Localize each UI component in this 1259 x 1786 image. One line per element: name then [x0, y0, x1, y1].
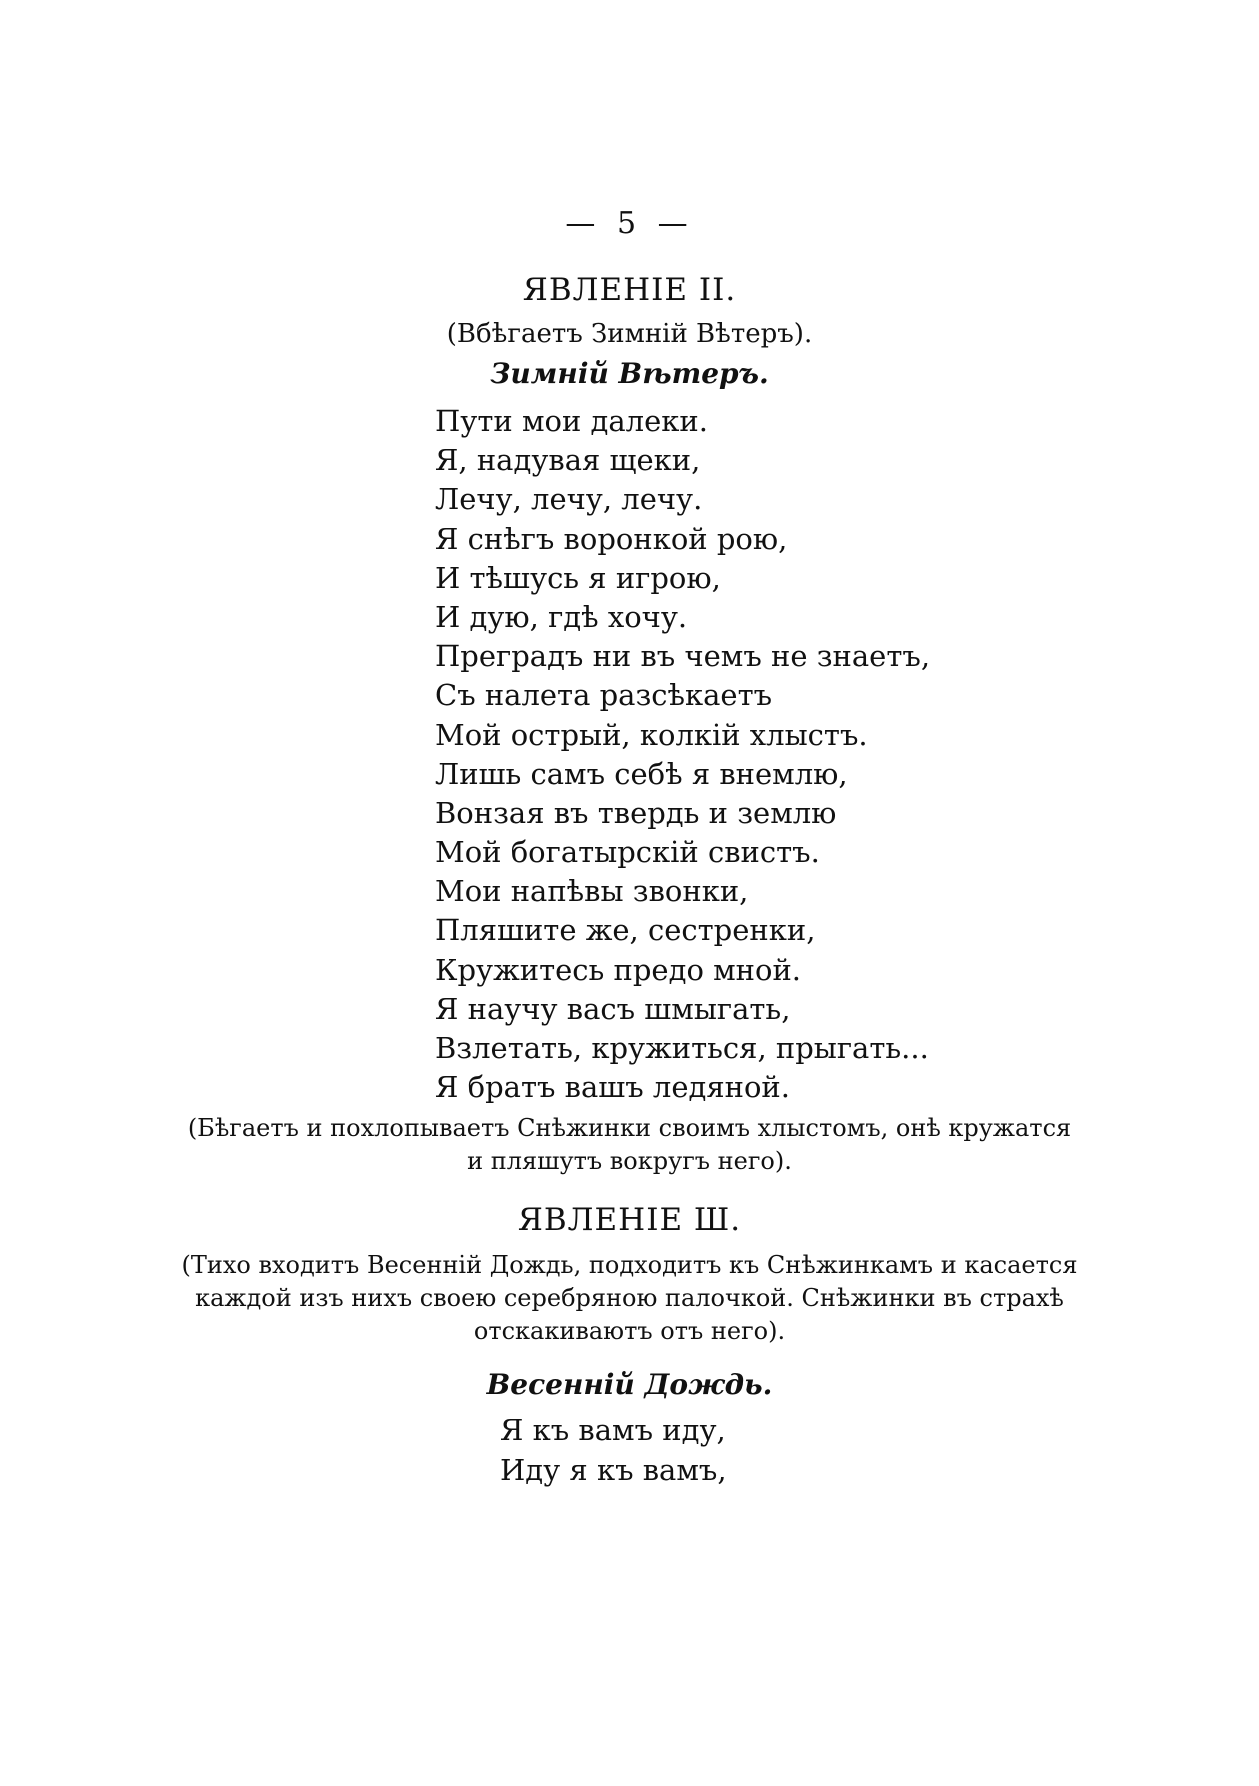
- scene-3-verse: [500, 1410, 1000, 1490]
- page-number: — 5 —: [565, 206, 694, 241]
- stage-direction-line: (Бѣгаетъ и похлопываетъ Снѣжинки своимъ хлыстомъ, онѣ кружатся: [187, 1114, 1072, 1142]
- scene-2-closing-direction: [0, 1112, 1259, 1178]
- verse-line: Лишь самъ себѣ я внемлю,: [435, 756, 848, 791]
- verse-line: Иду я къ вамъ,: [500, 1453, 727, 1487]
- verse-line: Я, надувая щеки,: [435, 443, 701, 478]
- verse-line: Я снѣгъ воронкой рою,: [435, 521, 788, 556]
- scene-3-speaker: Весенній Дождь.: [486, 1368, 773, 1401]
- stage-direction-line: каждой изъ нихъ своею серебряною палочкой. Снѣжинки въ страхѣ: [195, 1284, 1064, 1312]
- verse-line: Пути мои далеки.: [435, 404, 708, 438]
- verse-line: И тѣшусь я игрою,: [435, 560, 721, 595]
- scene-2-verse: [435, 402, 1135, 1107]
- verse-line: И дую, гдѣ хочу.: [435, 599, 688, 634]
- verse-line: Мой острый, колкій хлыстъ.: [435, 717, 868, 752]
- scene-3-stage-direction: [0, 1249, 1259, 1348]
- stage-direction-line: и пляшутъ вокругъ него).: [467, 1147, 792, 1175]
- scene-3-heading: ЯВЛЕНІЕ Ш.: [517, 1202, 742, 1238]
- verse-line: Я къ вамъ иду,: [500, 1413, 726, 1447]
- scene-2-speaker: Зимній Вѣтеръ.: [490, 357, 769, 390]
- verse-line: Мой богатырскій свистъ.: [435, 835, 820, 870]
- verse-line: Взлетать, кружиться, прыгать...: [435, 1031, 929, 1065]
- verse-line: Пляшите же, сестренки,: [435, 913, 816, 948]
- verse-line: Я братъ вашъ ледяной.: [435, 1070, 790, 1105]
- verse-line: Лечу, лечу, лечу.: [435, 482, 703, 517]
- verse-line: Преградъ ни въ чемъ не знаетъ,: [435, 639, 931, 674]
- verse-line: Я научу васъ шмыгать,: [435, 991, 791, 1026]
- verse-line: Вонзая въ твердь и землю: [435, 795, 837, 830]
- scene-2-heading: ЯВЛЕНІЕ II.: [522, 272, 737, 308]
- verse-line: Съ налета разсѣкаетъ: [435, 678, 773, 713]
- stage-direction-line: (Тихо входитъ Весенній Дождь, подходитъ къ Снѣжинкамъ и касается: [181, 1251, 1078, 1279]
- verse-line: Мои напѣвы звонки,: [435, 874, 749, 909]
- scene-2-stage-direction: (Вбѣгаетъ Зимній Вѣтеръ).: [446, 319, 813, 349]
- verse-line: Кружитесь предо мной.: [435, 952, 802, 987]
- stage-direction-line: отскакиваютъ отъ него).: [473, 1317, 786, 1345]
